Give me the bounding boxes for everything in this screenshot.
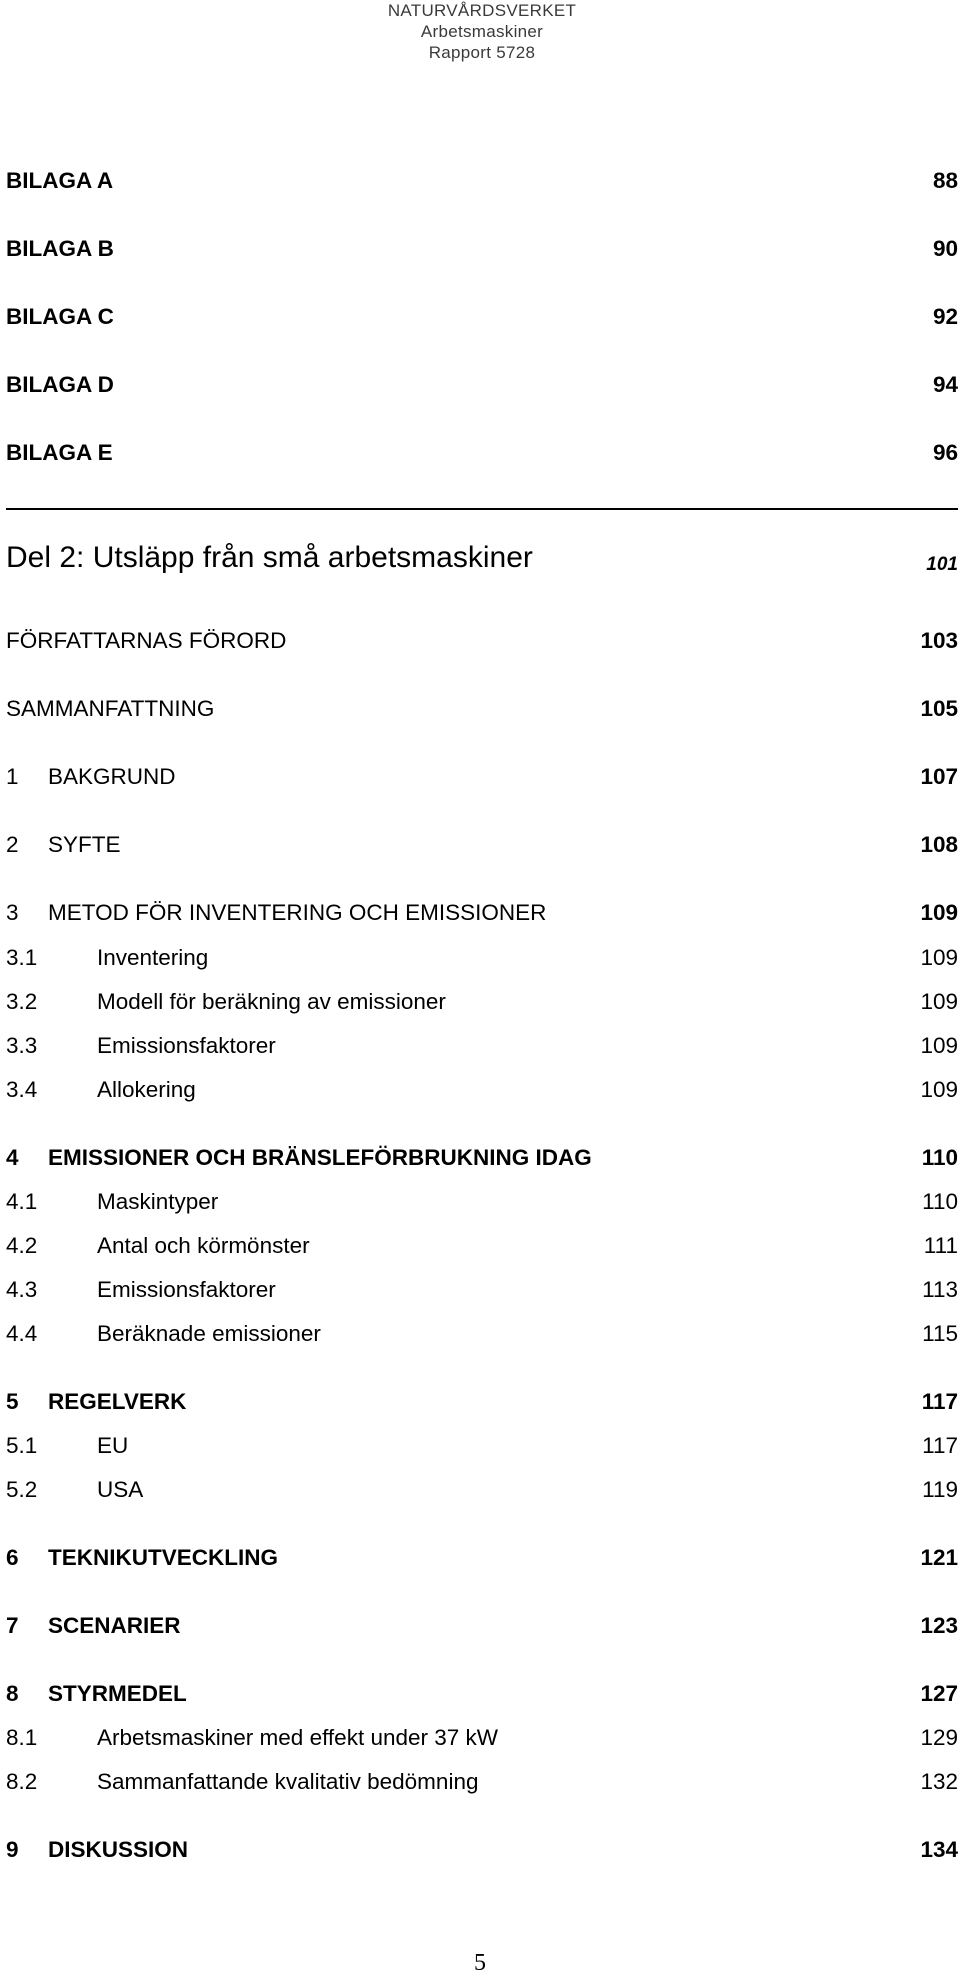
toc-entry-appendix[interactable]	[6, 304, 958, 338]
toc-entry-section[interactable]	[6, 1277, 958, 1311]
toc-entry-number: 8	[6, 1681, 19, 1706]
toc-entry-section[interactable]	[6, 1725, 958, 1759]
toc-entry-page: 132	[920, 1769, 958, 1794]
toc-entry-number: 6	[6, 1545, 19, 1570]
toc-entry-page: 113	[922, 1277, 958, 1302]
toc-entry-number: 5	[6, 1389, 19, 1414]
toc-entry-page: 107	[920, 764, 958, 789]
header-report-number: Rapport 5728	[428, 43, 536, 62]
toc-entry-title: Maskintyper	[97, 1189, 219, 1214]
toc-entry-page: 92	[932, 304, 958, 329]
toc-entry-number: 3.4	[6, 1077, 38, 1102]
toc-entry-page: 129	[920, 1725, 958, 1750]
toc-entry-title: Emissionsfaktorer	[97, 1033, 276, 1058]
running-header	[357, 0, 607, 63]
toc-entry-page: 119	[922, 1477, 958, 1502]
toc-entry-page: 111	[923, 1233, 958, 1258]
toc-entry-title: STYRMEDEL	[48, 1681, 187, 1706]
toc-entry-chapter[interactable]	[6, 1613, 958, 1647]
toc-entry-section[interactable]	[6, 1769, 958, 1803]
toc-entry-chapter[interactable]	[6, 1389, 958, 1423]
toc-entry-number: 7	[6, 1613, 19, 1638]
toc-entry-appendix[interactable]	[6, 168, 958, 202]
toc-entry-section[interactable]	[6, 1233, 958, 1267]
toc-entry-front[interactable]	[6, 696, 958, 730]
toc-entry-title: Beräknade emissioner	[97, 1321, 321, 1346]
toc-entry-chapter[interactable]	[6, 832, 958, 866]
toc-entry-page: 117	[922, 1433, 958, 1458]
toc-entry-section[interactable]	[6, 989, 958, 1023]
toc-entry-title: BILAGA C	[6, 304, 114, 329]
toc-entry-number: 4.3	[6, 1277, 38, 1302]
toc-entry-number: 3.3	[6, 1033, 38, 1058]
toc-entry-number: 8.1	[6, 1725, 38, 1750]
toc-entry-number: 4	[6, 1145, 19, 1170]
toc-entry-title: Allokering	[97, 1077, 196, 1102]
toc-entry-title: USA	[97, 1477, 144, 1502]
toc-entry-page: 96	[932, 440, 958, 465]
toc-entry-chapter[interactable]	[6, 1681, 958, 1715]
toc-entry-number: 4.1	[6, 1189, 38, 1214]
toc-entry-number: 2	[6, 832, 19, 857]
toc-entry-title: Modell för beräkning av emissioner	[97, 989, 446, 1014]
toc-entry-title: BILAGA E	[6, 440, 113, 465]
toc-entry-number: 8.2	[6, 1769, 38, 1794]
part-page-number: 101	[926, 554, 958, 575]
header-report-title: Arbetsmaskiner	[420, 22, 544, 41]
toc-entry-page: 88	[932, 168, 958, 193]
toc-entry-number: 5.2	[6, 1477, 38, 1502]
toc-entry-page: 109	[920, 989, 958, 1014]
toc-entry-page: 134	[920, 1837, 958, 1862]
toc-entry-section[interactable]	[6, 1477, 958, 1511]
toc-entry-front[interactable]	[6, 628, 958, 662]
toc-entry-number: 5.1	[6, 1433, 38, 1458]
toc-entry-page: 121	[920, 1545, 958, 1570]
toc-entry-section[interactable]	[6, 1433, 958, 1467]
toc-entry-section[interactable]	[6, 1321, 958, 1355]
toc-entry-title: Sammanfattande kvalitativ bedömning	[97, 1769, 479, 1794]
toc-entry-page: 105	[920, 696, 958, 721]
toc-entry-page: 115	[922, 1321, 958, 1346]
toc-entry-page: 123	[920, 1613, 958, 1638]
toc-entry-page: 109	[920, 1033, 958, 1058]
part-divider	[6, 508, 958, 510]
toc-entry-title: BILAGA A	[6, 168, 114, 193]
toc-entry-section[interactable]	[6, 1189, 958, 1223]
toc-entry-page: 94	[932, 372, 958, 397]
toc-entry-number: 3.2	[6, 989, 38, 1014]
toc-entry-page: 109	[920, 1077, 958, 1102]
toc-entry-title: EMISSIONER OCH BRÄNSLEFÖRBRUKNING IDAG	[48, 1145, 592, 1170]
toc-entry-section[interactable]	[6, 1077, 958, 1111]
toc-entry-page: 108	[920, 832, 958, 857]
toc-entry-title: SCENARIER	[48, 1613, 181, 1638]
part-title[interactable]: Del 2: Utsläpp från små arbetsmaskiner	[6, 541, 533, 574]
toc-entry-title: REGELVERK	[48, 1389, 187, 1414]
toc-entry-page: 109	[920, 945, 958, 970]
toc-entry-title: SAMMANFATTNING	[6, 696, 215, 721]
toc-entry-number: 3.1	[6, 945, 38, 970]
header-organization: NATURVÅRDSVERKET	[387, 1, 577, 20]
toc-entry-chapter[interactable]	[6, 764, 958, 798]
toc-entry-title: DISKUSSION	[48, 1837, 189, 1862]
toc-entry-page: 117	[921, 1389, 958, 1414]
toc-entry-title: BILAGA D	[6, 372, 114, 397]
toc-entry-title: Arbetsmaskiner med effekt under 37 kW	[97, 1725, 499, 1750]
toc-entry-title: METOD FÖR INVENTERING OCH EMISSIONER	[48, 900, 547, 925]
toc-entry-number: 4.2	[6, 1233, 38, 1258]
toc-entry-title: Inventering	[97, 945, 209, 970]
page-number: 5	[474, 1950, 486, 1976]
toc-entry-title: BILAGA B	[6, 236, 114, 261]
toc-entry-page: 103	[920, 628, 958, 653]
toc-entry-title: BAKGRUND	[48, 764, 176, 789]
toc-entry-number: 3	[6, 900, 19, 925]
toc-entry-number: 1	[6, 764, 19, 789]
toc-entry-appendix[interactable]	[6, 440, 958, 474]
toc-entry-page: 110	[922, 1189, 958, 1214]
toc-entry-number: 9	[6, 1837, 19, 1862]
toc-entry-title: EU	[97, 1433, 129, 1458]
toc-entry-page: 90	[932, 236, 958, 261]
toc-entry-section[interactable]	[6, 1033, 958, 1067]
toc-entry-appendix[interactable]	[6, 372, 958, 406]
toc-entry-chapter[interactable]	[6, 1837, 958, 1871]
toc-entry-chapter[interactable]	[6, 1545, 958, 1579]
toc-entry-page: 127	[920, 1681, 958, 1706]
toc-entry-number: 4.4	[6, 1321, 38, 1346]
toc-entry-appendix[interactable]	[6, 236, 958, 270]
toc-entry-section[interactable]	[6, 945, 958, 979]
toc-entry-title: Antal och körmönster	[97, 1233, 310, 1258]
toc-entry-chapter[interactable]	[6, 1145, 958, 1179]
toc-entry-page: 110	[921, 1145, 958, 1170]
toc-entry-title: SYFTE	[48, 832, 121, 857]
toc-entry-page: 109	[920, 900, 958, 925]
toc-entry-title: Emissionsfaktorer	[97, 1277, 276, 1302]
toc-entry-title: TEKNIKUTVECKLING	[48, 1545, 278, 1570]
toc-entry-title: FÖRFATTARNAS FÖRORD	[6, 628, 287, 653]
toc-entry-chapter[interactable]	[6, 900, 958, 934]
